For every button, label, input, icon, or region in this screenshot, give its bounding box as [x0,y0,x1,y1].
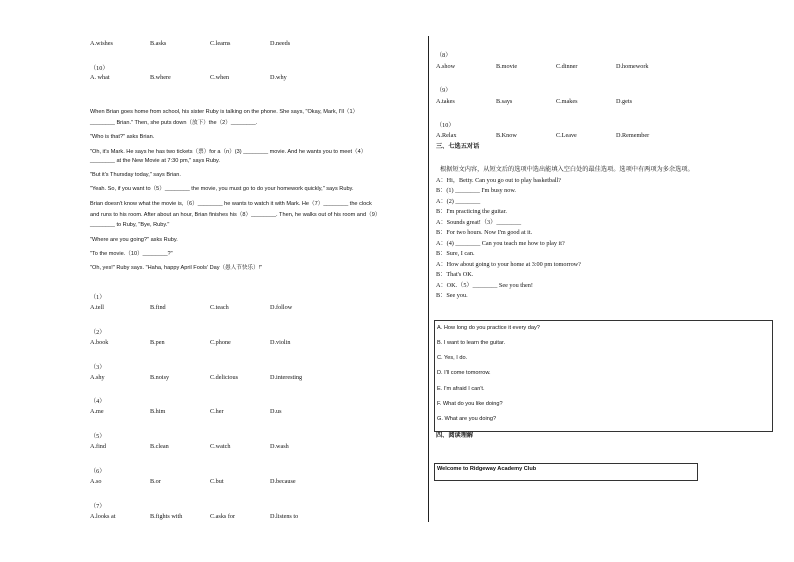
option[interactable]: A.me [90,408,104,415]
option[interactable]: B.find [150,304,166,311]
option[interactable]: C.makes [556,98,578,105]
option[interactable]: D.homework [616,63,649,70]
option[interactable]: D.violin [270,339,291,346]
option[interactable]: D.why [270,74,287,81]
option[interactable]: A.Relax [436,132,457,139]
option[interactable]: B.or [150,478,161,485]
passage-line: "Who is that?" asks Brian. [90,134,155,140]
passage-line: ________ at the New Movie at 7:30 pm," says Ruby. [90,158,220,164]
option[interactable]: C.her [210,408,224,415]
dialog-line: B：That's OK. [436,271,474,278]
option[interactable]: B.Know [496,132,517,139]
option[interactable]: D.needs [270,40,291,47]
option[interactable]: B.noisy [150,374,170,381]
option[interactable]: A. what [90,74,110,81]
question-label: （4） [90,398,106,405]
dialog-line: A：Sounds great!（3）________ [436,219,522,226]
dialog-line: B：For two hours. Now I'm good at it. [436,229,533,236]
option[interactable]: B.where [150,74,171,81]
option[interactable]: B.asks [150,40,167,47]
passage-line: "To the movie.（10）________?" [90,251,173,257]
option[interactable]: A.shy [90,374,105,381]
dialog-line: B：See you. [436,292,468,299]
choice-item[interactable]: F. What do you like doing? [437,401,503,407]
option[interactable]: D.gets [616,98,632,105]
option[interactable]: C.phone [210,339,231,346]
column-divider [428,36,429,522]
question-label: （10） [436,122,455,129]
passage-line: Brian doesn't know what the movie is,（6）________ he wants to watch it with Mark. He（7）________ the clock [90,201,372,207]
option[interactable]: B.says [496,98,513,105]
passage-line: "Yeah. So, if you want to（5）________ the movie, you must go to do your homework quickly," says Ruby. [90,186,354,192]
question-label: （10） [90,65,109,72]
question-label: （1） [90,294,106,301]
option[interactable]: D.wash [270,443,289,450]
dialog-line: A：(4) ________ Can you teach me how to play it? [436,240,565,247]
choice-item[interactable]: B. I want to learn the guitar. [437,340,506,346]
option[interactable]: C.learns [210,40,231,47]
dialog-line: A：OK.（5）________ See you then! [436,282,533,289]
option[interactable]: C.when [210,74,230,81]
option[interactable]: D.because [270,478,296,485]
question-label: （3） [90,364,106,371]
option[interactable]: A.looks at [90,513,116,520]
option[interactable]: B.him [150,408,166,415]
passage-line: "Oh, it's Mark. He says he has two tickets（票）for a（n）(3) ________ movie. And he wants you to meet（4） [90,149,367,155]
choice-item[interactable]: E. I'm afraid I can't. [437,386,485,392]
option[interactable]: D.us [270,408,282,415]
option[interactable]: B.clean [150,443,169,450]
option[interactable]: B.movie [496,63,518,70]
passage-line: When Brian goes home from school, his sister Ruby is talking on the phone. She says, "Okay, Mark, I'll（1） [90,109,359,115]
choices-box [434,320,773,432]
option[interactable]: B.pen [150,339,165,346]
question-label: （7） [90,503,106,510]
question-label: （9） [436,87,452,94]
option[interactable]: A.find [90,443,106,450]
dialog-line: A：(2) ________ [436,198,481,205]
option[interactable]: C.teach [210,304,229,311]
choice-item[interactable]: D. I'll come tomorrow. [437,370,491,376]
passage-line: "But it's Thursday today," says Brian. [90,172,181,178]
option[interactable]: D.interesting [270,374,303,381]
dialog-line: B：I'm practicing the guitar. [436,208,507,215]
passage-line: ________ Brian." Then, she puts down（放下）the（2）________. [90,120,258,126]
option[interactable]: A.takes [436,98,455,105]
option[interactable]: A.tell [90,304,104,311]
option[interactable]: D.Remember [616,132,650,139]
option[interactable]: C.dinner [556,63,578,70]
choice-item[interactable]: C. Yes, I do. [437,355,468,361]
question-label: （2） [90,329,106,336]
section-title: 三、七选五对话 [436,143,480,150]
dialog-line: B：Sure, I can. [436,250,475,257]
passage-line: "Oh, yes!" Ruby says. "Haha, happy April Fools' Day（愚人节快乐）!" [90,265,263,271]
dialog-line: B：(1) ________ I'm busy now. [436,187,516,194]
passage-line: "Where are you going?" asks Ruby. [90,237,178,243]
club-title: Welcome to Ridgeway Academy Club [437,466,537,472]
option[interactable]: C.asks for [210,513,236,520]
option[interactable]: C.but [210,478,224,485]
section-title: 四、阅读理解 [436,432,474,439]
option[interactable]: A.so [90,478,102,485]
question-label: （8） [436,52,452,59]
option[interactable]: D.listens to [270,513,299,520]
dialog-line: A：How about going to your home at 3:00 pm tomorrow? [436,261,581,268]
dialog-line: A：Hi，Betty. Can you go out to play basketball? [436,177,562,184]
section-instruction: 根据短文内容，从短文后的选项中选出能填入空白处的最佳选项。选项中有两项为多余选项。 [440,166,694,173]
option[interactable]: D.follow [270,304,293,311]
option[interactable]: B.fights with [150,513,183,520]
choice-item[interactable]: G. What are you doing? [437,416,497,422]
option[interactable]: C.Leave [556,132,577,139]
option[interactable]: C.delicious [210,374,239,381]
question-label: （6） [90,468,106,475]
option[interactable]: A.wishes [90,40,113,47]
passage-line: ________ to Ruby, "Bye, Ruby." [90,222,170,228]
passage-line: and runs to his room. After about an hour, Brian finishes his（8）________. Then, he walks out of his room and（9） [90,212,381,218]
club-title-box [434,463,698,481]
option[interactable]: C.watch [210,443,231,450]
choice-item[interactable]: A. How long do you practice it every day? [437,325,540,331]
option[interactable]: A.show [436,63,456,70]
option[interactable]: A.book [90,339,109,346]
question-label: （5） [90,433,106,440]
